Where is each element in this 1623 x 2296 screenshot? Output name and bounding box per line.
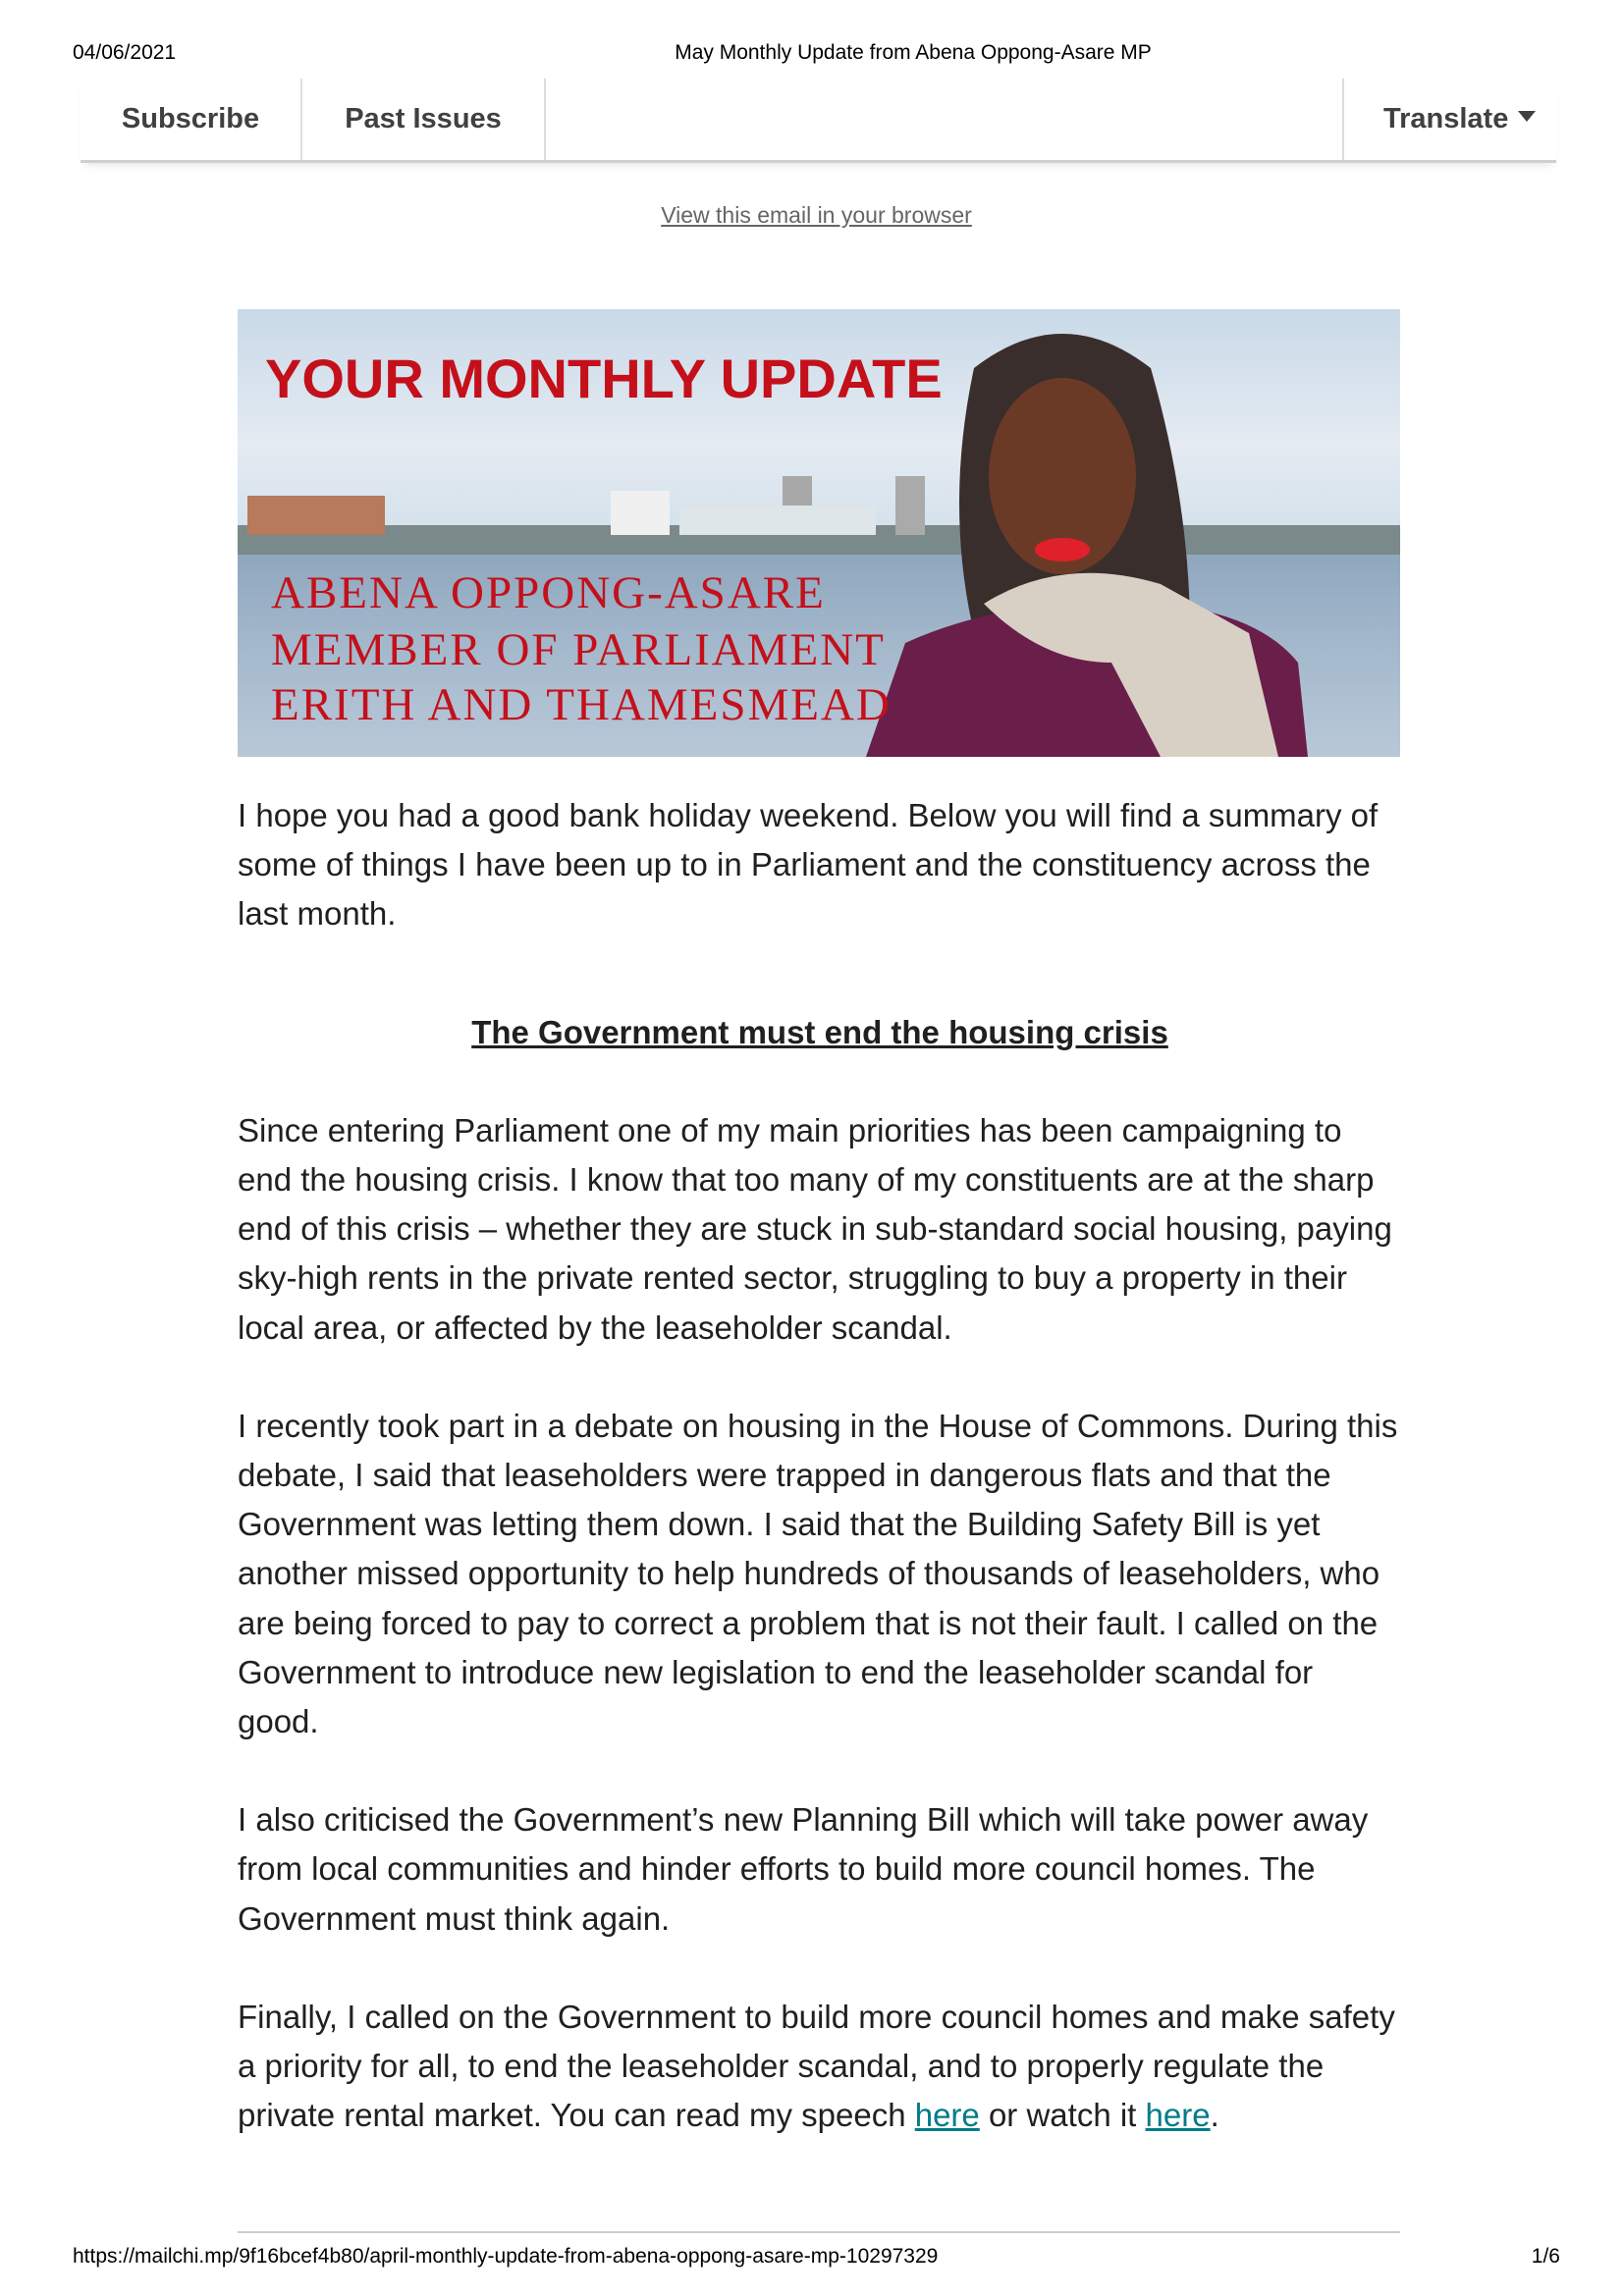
nav-spacer bbox=[546, 79, 1344, 160]
paragraph: I also criticised the Government’s new Planning Bill which will take power away from local communities and hinder efforts to build more council homes. The Government must think again. bbox=[238, 1801, 1369, 1937]
page-number: 1/6 bbox=[1531, 2245, 1560, 2268]
print-url: https://mailchi.mp/9f16bcef4b80/april-monthly-update-from-abena-oppong-asare-mp-10297329 bbox=[73, 2245, 939, 2268]
mp-portrait bbox=[866, 309, 1400, 757]
paragraph-text: Finally, I called on the Government to build more council homes and make safety a priority for all, to end the leaseholder scandal, and to properly regulate the private rental market. You can read my speech bbox=[238, 1998, 1395, 2134]
paragraph: I recently took part in a debate on housing in the House of Commons. During this debate, I said that leaseholders were trapped in dangerous flats and that the Government was letting them down. I said that the Building Safety Bill is yet another missed opportunity to help hundreds of thousands of leaseholders, who are being forced to pay to correct a problem that is not their fault. I called on the Government to introduce new legislation to end the leaseholder scandal for good. bbox=[238, 1407, 1398, 1740]
section-heading: The Government must end the housing crisis bbox=[471, 1013, 1168, 1050]
email-body bbox=[238, 791, 1402, 2189]
print-date: 04/06/2021 bbox=[73, 41, 177, 64]
translate-label: Translate bbox=[1383, 103, 1509, 134]
banner-title: YOUR MONTHLY UPDATE bbox=[265, 347, 943, 409]
intro-paragraph: I hope you had a good bank holiday weekend. Below you will find a summary of some of things I have been up to in Parliament and the constituency across the last month. bbox=[238, 797, 1379, 933]
paragraph-text: or watch it bbox=[979, 2097, 1146, 2134]
paragraph bbox=[238, 1993, 1402, 2141]
banner-constituency: ERITH AND THAMESMEAD bbox=[271, 679, 892, 730]
view-in-browser-link[interactable]: View this email in your browser bbox=[661, 202, 972, 228]
paragraph: Since entering Parliament one of my main priorities has been campaigning to end the housing crisis. I know that too many of my constituents are at the sharp end of this crisis – whether they are stuck in sub-standard social housing, paying sky-high rents in the private rented sector, struggling to buy a property in their local area, or affected by the leaseholder scandal. bbox=[238, 1111, 1392, 1346]
caret-down-icon bbox=[1518, 111, 1536, 122]
header-banner-image bbox=[238, 309, 1400, 757]
past-issues-link[interactable]: Past Issues bbox=[302, 79, 546, 160]
translate-dropdown[interactable] bbox=[1344, 79, 1556, 160]
banner-name: ABENA OPPONG-ASARE bbox=[271, 567, 826, 618]
top-nav bbox=[81, 79, 1556, 163]
banner-role: MEMBER OF PARLIAMENT bbox=[271, 624, 886, 675]
divider bbox=[238, 2231, 1400, 2233]
paragraph-text: . bbox=[1210, 2097, 1219, 2134]
view-in-browser bbox=[0, 202, 1623, 229]
print-title: May Monthly Update from Abena Oppong-Asare MP bbox=[675, 41, 1152, 64]
watch-speech-link[interactable]: here bbox=[1145, 2097, 1211, 2134]
read-speech-link[interactable]: here bbox=[914, 2097, 980, 2134]
subscribe-link[interactable]: Subscribe bbox=[81, 79, 302, 160]
